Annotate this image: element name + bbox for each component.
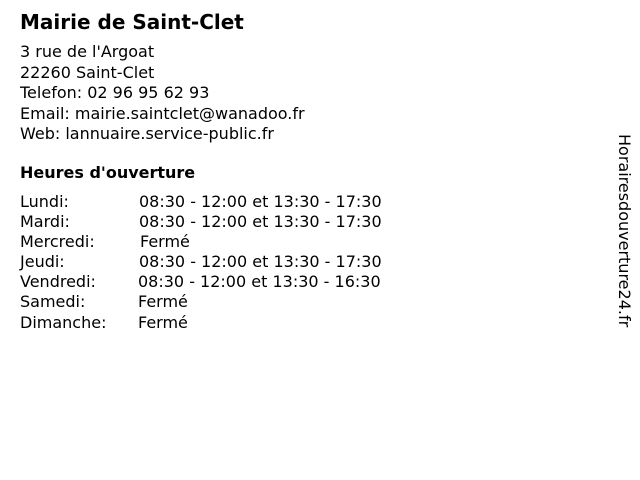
hours-heading: Heures d'ouverture xyxy=(20,162,196,182)
hours-row-tuesday xyxy=(20,212,580,232)
day-hours: Fermé xyxy=(138,292,188,312)
brand-watermark: Horairesdouverture24.fr xyxy=(615,134,634,328)
hours-row-saturday xyxy=(20,292,580,312)
hours-table xyxy=(20,192,580,333)
hours-row-friday xyxy=(20,272,580,292)
day-hours: Fermé xyxy=(138,312,188,332)
hours-row-sunday xyxy=(20,313,580,333)
town-hall-card xyxy=(20,10,580,333)
day-label: Dimanche: xyxy=(20,312,107,332)
hours-row-thursday xyxy=(20,252,580,272)
day-hours: 08:30 - 12:00 et 13:30 - 17:30 xyxy=(139,252,382,272)
hours-row-wednesday xyxy=(20,232,580,252)
address-block xyxy=(20,42,580,145)
day-label: Samedi: xyxy=(20,292,86,312)
address-street: 3 rue de l'Argoat xyxy=(20,42,155,61)
email-line: Email: mairie.saintclet@wanadoo.fr xyxy=(20,103,305,123)
day-hours: 08:30 - 12:00 et 13:30 - 17:30 xyxy=(139,191,382,211)
phone-line: Telefon: 02 96 95 62 93 xyxy=(20,83,210,102)
web-line: Web: lannuaire.service-public.fr xyxy=(20,124,274,143)
hours-row-monday xyxy=(20,192,580,212)
day-hours: 08:30 - 12:00 et 13:30 - 16:30 xyxy=(138,272,381,292)
address-city: 22260 Saint-Clet xyxy=(20,62,155,82)
day-label: Mardi: xyxy=(20,211,70,231)
page-title: Mairie de Saint-Clet xyxy=(20,10,244,34)
day-hours: Fermé xyxy=(140,231,190,251)
day-label: Mercredi: xyxy=(20,231,95,251)
day-label: Lundi: xyxy=(20,191,69,211)
day-hours: 08:30 - 12:00 et 13:30 - 17:30 xyxy=(139,211,382,231)
day-label: Jeudi: xyxy=(20,252,65,272)
day-label: Vendredi: xyxy=(20,272,96,292)
